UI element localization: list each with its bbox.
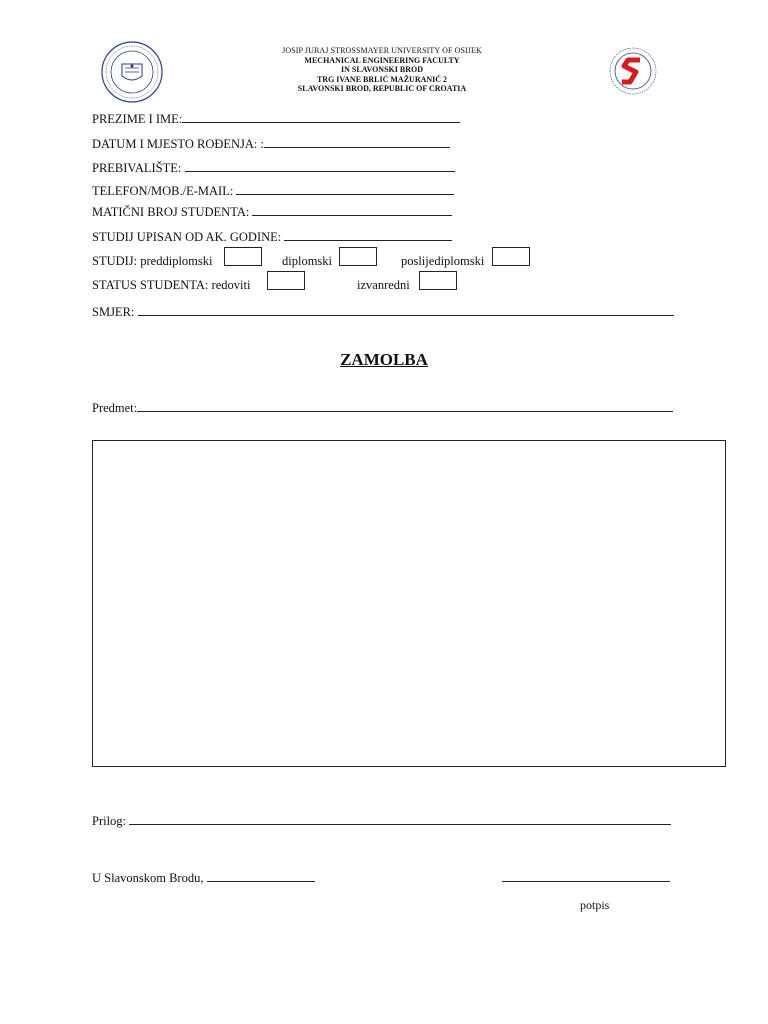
faculty-name: MECHANICAL ENGINEERING FACULTY	[304, 55, 460, 65]
request-text-box[interactable]	[92, 440, 726, 767]
field-prilog-line[interactable]	[129, 813, 671, 825]
field-predmet	[92, 400, 673, 416]
document-title: ZAMOLBA	[340, 350, 428, 369]
field-prilog	[92, 813, 671, 829]
field-prebivaliste	[92, 160, 455, 176]
field-predmet-label: Predmet:	[92, 401, 138, 415]
field-prilog-label: Prilog:	[92, 814, 127, 828]
field-prezime-line[interactable]	[182, 111, 460, 123]
field-prezime	[92, 111, 460, 127]
checkbox-diplomski[interactable]	[339, 247, 377, 266]
field-prebivaliste-line[interactable]	[185, 160, 455, 172]
field-maticni-line[interactable]	[252, 204, 452, 216]
izvanredni-label: izvanredni	[357, 278, 410, 292]
studij-label: STUDIJ: preddiplomski	[92, 254, 213, 268]
faculty-city-line: IN SLAVONSKI BROD	[341, 65, 423, 75]
field-datum-label: DATUM I MJESTO ROĐENJA: :	[92, 137, 265, 151]
checkbox-preddiplomski[interactable]	[224, 247, 262, 266]
field-telefon	[92, 183, 454, 199]
checkbox-redoviti[interactable]	[267, 271, 305, 290]
faculty-address: TRG IVANE BRLIĆ MAŽURANIĆ 2	[316, 74, 448, 84]
field-telefon-line[interactable]	[236, 183, 454, 195]
university-name: JOSIP JURAJ STROSSMAYER UNIVERSITY OF OSIJEK	[282, 46, 482, 55]
diplomski-label: diplomski	[282, 254, 333, 268]
signature-line[interactable]	[502, 870, 670, 882]
letterhead	[232, 46, 532, 94]
field-maticni-label: MATIČNI BROJ STUDENTA:	[92, 205, 250, 219]
field-datum	[92, 136, 450, 152]
field-smjer-line[interactable]	[138, 304, 674, 316]
checkbox-poslijediplomski[interactable]	[492, 247, 530, 266]
field-smjer-label: SMJER:	[92, 305, 135, 319]
field-mjesto-datum	[92, 870, 315, 886]
field-maticni	[92, 204, 452, 220]
status-label: STATUS STUDENTA: redoviti	[92, 278, 251, 292]
field-mjesto-label: U Slavonskom Brodu,	[92, 871, 204, 885]
faculty-country: SLAVONSKI BROD, REPUBLIC OF CROATIA	[297, 84, 467, 94]
field-prezime-label: PREZIME I IME:	[92, 112, 183, 126]
field-datum-potpisa-line[interactable]	[207, 870, 315, 882]
faculty-seal-logo	[604, 42, 662, 100]
field-smjer	[92, 304, 674, 320]
field-studij-upisan	[92, 229, 452, 245]
field-prebivaliste-label: PREBIVALIŠTE:	[92, 161, 182, 175]
university-seal-logo	[100, 40, 164, 104]
signature-label: potpis	[580, 898, 610, 912]
checkbox-izvanredni[interactable]	[419, 271, 457, 290]
field-telefon-label: TELEFON/MOB./E-MAIL:	[92, 184, 234, 198]
field-studij-upisan-line[interactable]	[284, 229, 452, 241]
field-datum-line[interactable]	[264, 136, 450, 148]
poslijediplomski-label: poslijediplomski	[401, 254, 485, 268]
field-predmet-line[interactable]	[137, 400, 673, 412]
field-studij-upisan-label: STUDIJ UPISAN OD AK. GODINE:	[92, 230, 282, 244]
